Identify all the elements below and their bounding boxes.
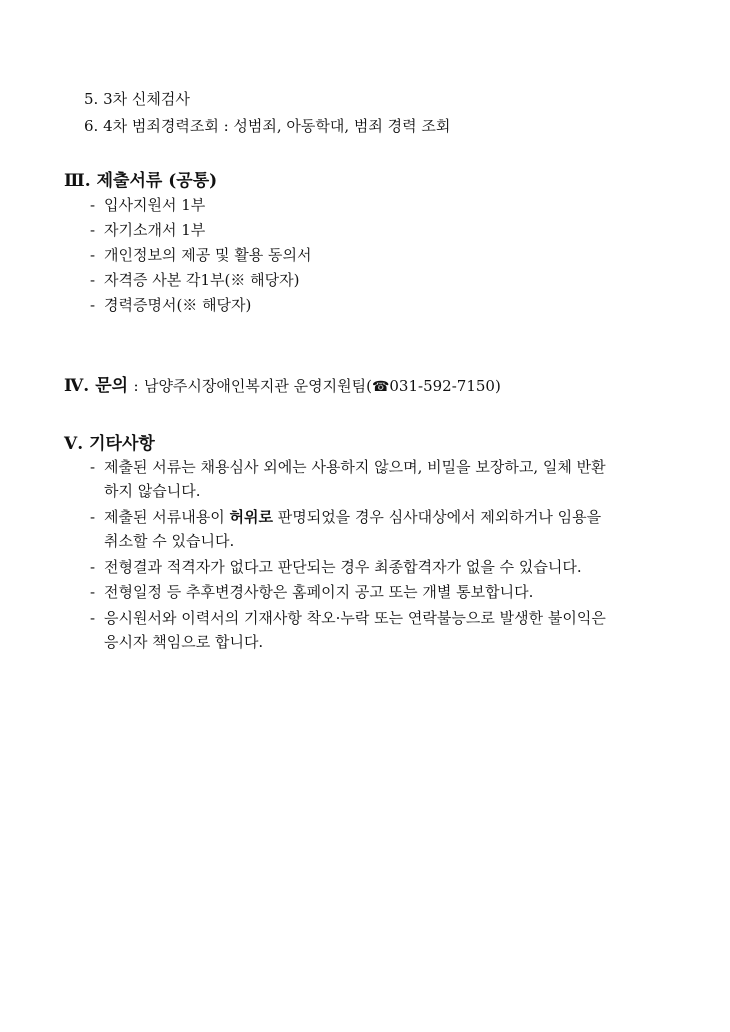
item-text: 응시원서와 이력서의 기재사항 착오·누락 또는 연락불능으로 발생한 불이익은 [104, 609, 606, 627]
list-item [90, 220, 205, 240]
dash-bullet: - [90, 583, 96, 601]
item-text: 자기소개서 1부 [104, 221, 206, 239]
dash-bullet: - [90, 221, 96, 239]
item-text: 제출된 서류내용이 [104, 508, 230, 526]
dash-bullet: - [90, 508, 96, 526]
section-title: 제출서류 (공통) [96, 171, 218, 191]
item-continuation: 하지 않습니다. [104, 482, 201, 500]
item-text: 전형일정 등 추후변경사항은 홈페이지 공고 또는 개별 통보합니다. [104, 583, 534, 601]
item-number: 5. [84, 90, 99, 108]
section-title: 문의 [95, 376, 129, 396]
dash-bullet: - [90, 609, 96, 627]
item-text: 판명되었을 경우 심사대상에서 제외하거나 임용을 [272, 508, 602, 526]
item-continuation: 응시자 책임으로 합니다. [104, 633, 264, 651]
dash-bullet: - [90, 296, 96, 314]
list-item [90, 245, 311, 265]
list-item [90, 195, 205, 215]
dash-bullet: - [90, 558, 96, 576]
list-item [90, 557, 582, 577]
list-item [90, 507, 601, 527]
item-text: 제출된 서류는 채용심사 외에는 사용하지 않으며, 비밀을 보장하고, 일체 반환 [104, 458, 606, 476]
phone-icon: ☎ [371, 379, 390, 395]
item-text: 4차 범죄경력조회 : 성범죄, 아동학대, 범죄 경력 조회 [103, 117, 451, 135]
item-text: 3차 신체검사 [103, 90, 190, 108]
roman-numeral: Ⅲ. [64, 171, 91, 191]
contact-phone: 031-592-7150) [389, 377, 501, 395]
list-item [90, 270, 299, 290]
item-continuation: 취소할 수 있습니다. [104, 532, 235, 550]
list-item [90, 608, 606, 628]
roman-numeral: Ⅳ. [64, 376, 90, 396]
dash-bullet: - [90, 458, 96, 476]
dash-bullet: - [90, 271, 96, 289]
dash-bullet: - [90, 246, 96, 264]
section-heading-etc [64, 429, 155, 454]
section-heading-contact [64, 371, 501, 396]
item-text: 입사지원서 1부 [104, 196, 206, 214]
list-item [84, 115, 450, 136]
item-number: 6. [84, 117, 99, 135]
list-item [84, 88, 190, 109]
list-item [90, 457, 606, 477]
separator: : [133, 377, 139, 395]
section-heading-documents [64, 166, 217, 191]
roman-numeral: Ⅴ. [64, 434, 84, 454]
section-title: 기타사항 [89, 434, 155, 454]
emphasis-text: 허위로 [229, 508, 273, 526]
item-text: 자격증 사본 각1부(※ 해당자) [104, 271, 300, 289]
list-item [90, 582, 533, 602]
list-item [90, 295, 251, 315]
item-text: 개인정보의 제공 및 활용 동의서 [104, 246, 312, 264]
item-text: 전형결과 적격자가 없다고 판단되는 경우 최종합격자가 없을 수 있습니다. [104, 558, 582, 576]
item-text: 경력증명서(※ 해당자) [104, 296, 252, 314]
contact-org: 남양주시장애인복지관 운영지원팀( [143, 377, 372, 395]
dash-bullet: - [90, 196, 96, 214]
